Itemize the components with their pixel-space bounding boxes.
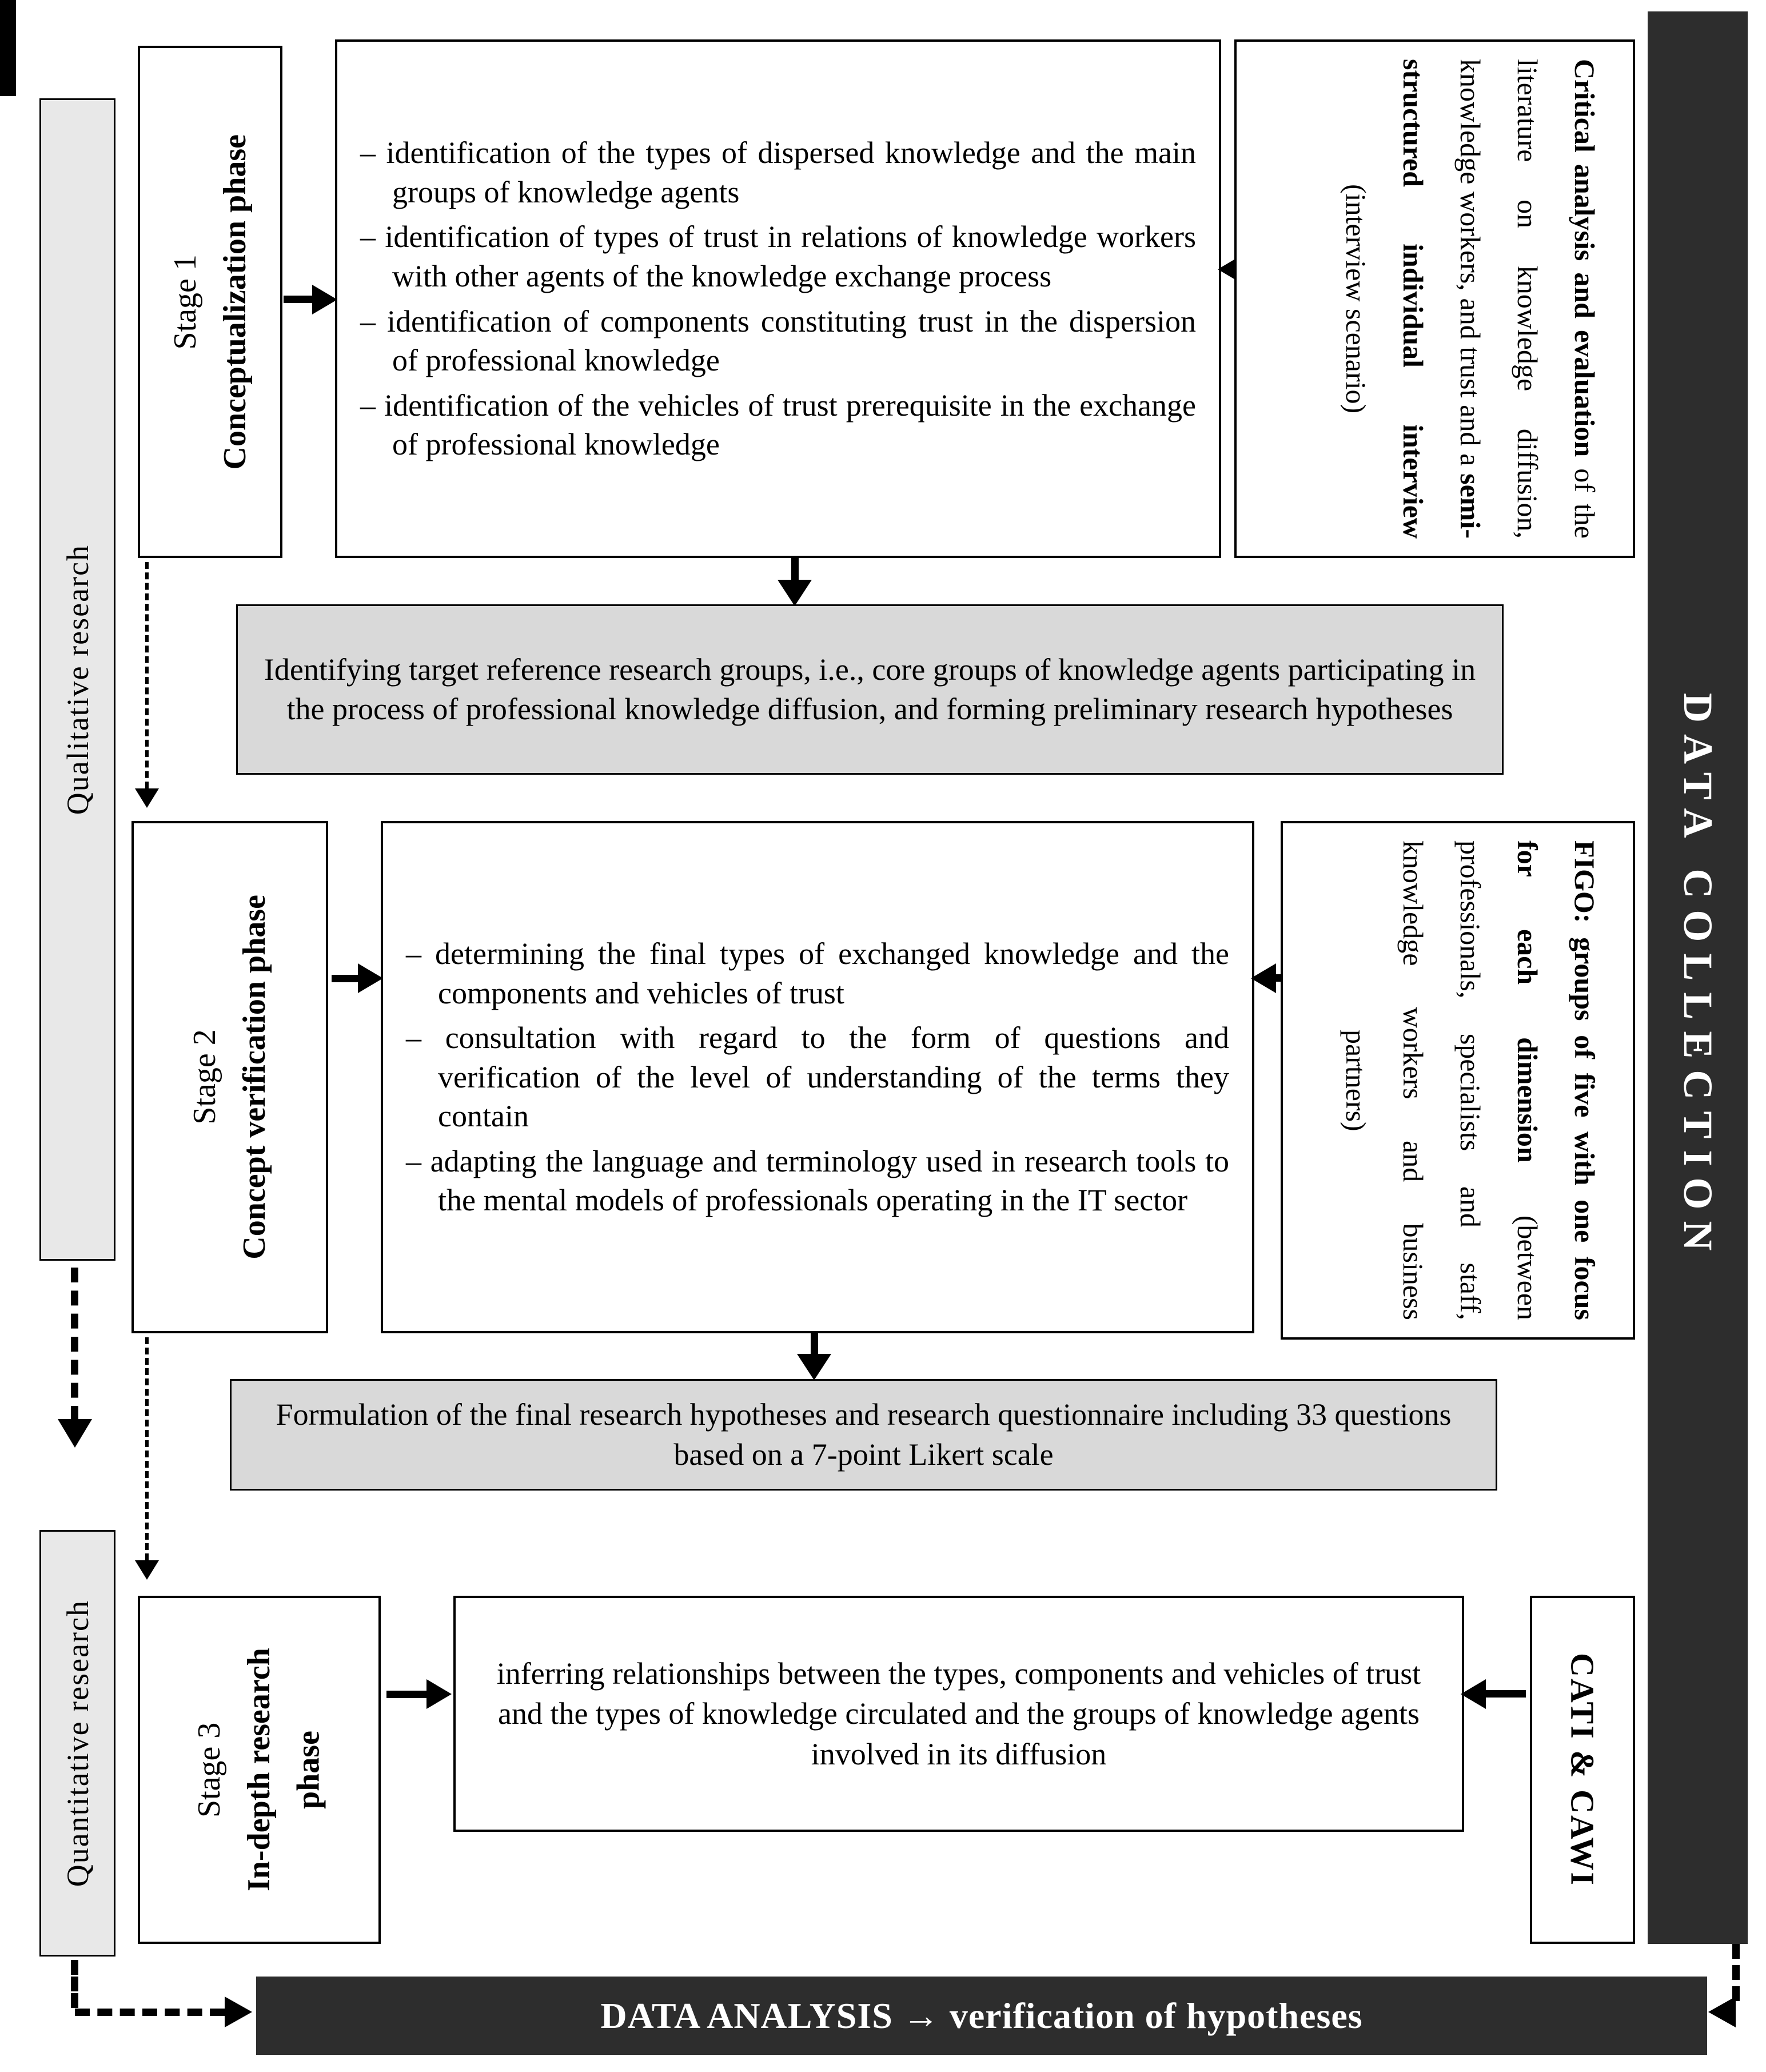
result1-text: Identifying target reference research groups, i.e., core groups of knowledge agents participating in the process of professional knowledge diffusion, and forming preliminary research hypotheses (264, 652, 1476, 726)
stage2-label (180, 895, 280, 1260)
arrow-method3-to-activities-head (1461, 1679, 1486, 1709)
arrow-activities2-to-result2-shaft (811, 1333, 818, 1354)
arrow-stage2-to-activities-head (358, 963, 383, 993)
arrow-stage3-to-activities-shaft (386, 1691, 426, 1698)
arrow-activities1-to-result1-head (778, 580, 812, 606)
data-analysis-box (256, 1977, 1707, 2055)
arrow-stage1-to-stage2-line (145, 562, 149, 788)
stage3-phase-text: In-depth research phase (241, 1648, 326, 1892)
arrow-stage1-to-stage2-head (135, 788, 159, 808)
data-analysis-label: DATA ANALYSIS → verification of hypotheses (600, 1995, 1363, 2036)
stage2-method-box: FIGO: groups of five with one focus for each dimension (between professionals, specialists and staff, knowledge workers and business partners) (1281, 821, 1635, 1340)
arrow-qualitative-to-quantitative-head (58, 1419, 92, 1448)
stage2-phase-text: Concept verification phase (237, 895, 272, 1260)
arrow-method2-to-activities-head (1251, 963, 1276, 993)
arrow-stage2-to-activities-shaft (332, 975, 358, 982)
arrow-stage1-to-activities-head (312, 285, 337, 314)
arrow-stage2-to-stage3-head (135, 1560, 159, 1580)
page-edge-mark (0, 0, 16, 96)
quantitative-research-label: Quantitative research (60, 1599, 95, 1887)
qualitative-research-bar (39, 98, 115, 1261)
result-box-2 (230, 1379, 1497, 1491)
arrow-stage2-to-stage3-line (145, 1337, 149, 1560)
connector-quantitative-to-analysis-hline (75, 2009, 225, 2016)
stage3-activity-text: inferring relationships between the types, components and vehicles of trust and the types of knowledge circulated and the groups of knowledge agents involved in its diffusion (496, 1656, 1421, 1771)
stage1-phase-text: Conceptualization phase (217, 134, 253, 470)
stage1-activity-item: – identification of components constituting trust in the dispersion of professional knowledge (360, 304, 1196, 378)
stage2-stage-text: Stage 2 (187, 1029, 223, 1125)
data-collection-bar (1648, 11, 1748, 1944)
stage3-stage-text: Stage 3 (192, 1722, 228, 1818)
arrow-activities2-to-result2-head (797, 1354, 831, 1380)
stage2-activity-item: – consultation with regard to the form of questions and verification of the level of understanding of the terms they contain (406, 1021, 1229, 1134)
stage2-activities-box (381, 821, 1254, 1333)
arrow-activities1-to-result1-shaft (791, 558, 799, 580)
stage1-method-box: Critical analysis and evaluation of the literature on knowledge diffusion, knowledge workers, and trust and a semi-structured individual interview (interview scenario) (1234, 39, 1635, 558)
stage1-label (161, 134, 260, 470)
stage1-activity-item: – identification of types of trust in relations of knowledge workers with other agents of the knowledge exchange process (360, 220, 1196, 293)
arrow-qualitative-to-quantitative-line (71, 1268, 78, 1421)
stage2-label-box (131, 821, 328, 1333)
quantitative-research-bar (39, 1530, 115, 1957)
arrow-stage1-to-activities-shaft (284, 296, 312, 303)
stage3-activities-box (453, 1596, 1464, 1832)
connector-quantitative-to-analysis-head (225, 1997, 252, 2027)
stage1-activity-item: – identification of the vehicles of trust prerequisite in the exchange of professional knowledge (360, 388, 1196, 462)
stage1-label-box (138, 46, 282, 558)
stage3-label (185, 1614, 333, 1926)
stage1-stage-text: Stage 1 (167, 254, 203, 350)
stage3-label-box (138, 1596, 381, 1944)
connector-quantitative-to-analysis-vline (71, 1960, 78, 2008)
data-collection-label: DATA COLLECTION (1675, 693, 1721, 1262)
connector-collection-to-analysis-head (1708, 1997, 1736, 2027)
stage1-activities-box (335, 39, 1221, 558)
stage2-activity-item: – determining the final types of exchanged knowledge and the components and vehicles of trust (406, 936, 1229, 1010)
connector-collection-to-analysis-vline (1732, 1944, 1740, 2001)
result2-text: Formulation of the final research hypotheses and research questionnaire including 33 questions based on a 7-point Likert scale (276, 1397, 1452, 1472)
arrow-stage3-to-activities-head (426, 1679, 452, 1709)
stage2-activity-item: – adapting the language and terminology used in research tools to the mental models of professionals operating in the IT sector (406, 1143, 1229, 1218)
cati-cawi-box (1530, 1596, 1635, 1944)
stage1-activity-item: – identification of the types of dispersed knowledge and the main groups of knowledge agents (360, 136, 1196, 209)
arrow-method3-to-activities-shaft (1486, 1690, 1526, 1698)
cati-cawi-label: CATI & CAWI (1564, 1653, 1601, 1887)
result-box-1 (236, 604, 1504, 775)
qualitative-research-label: Qualitative research (60, 544, 95, 815)
